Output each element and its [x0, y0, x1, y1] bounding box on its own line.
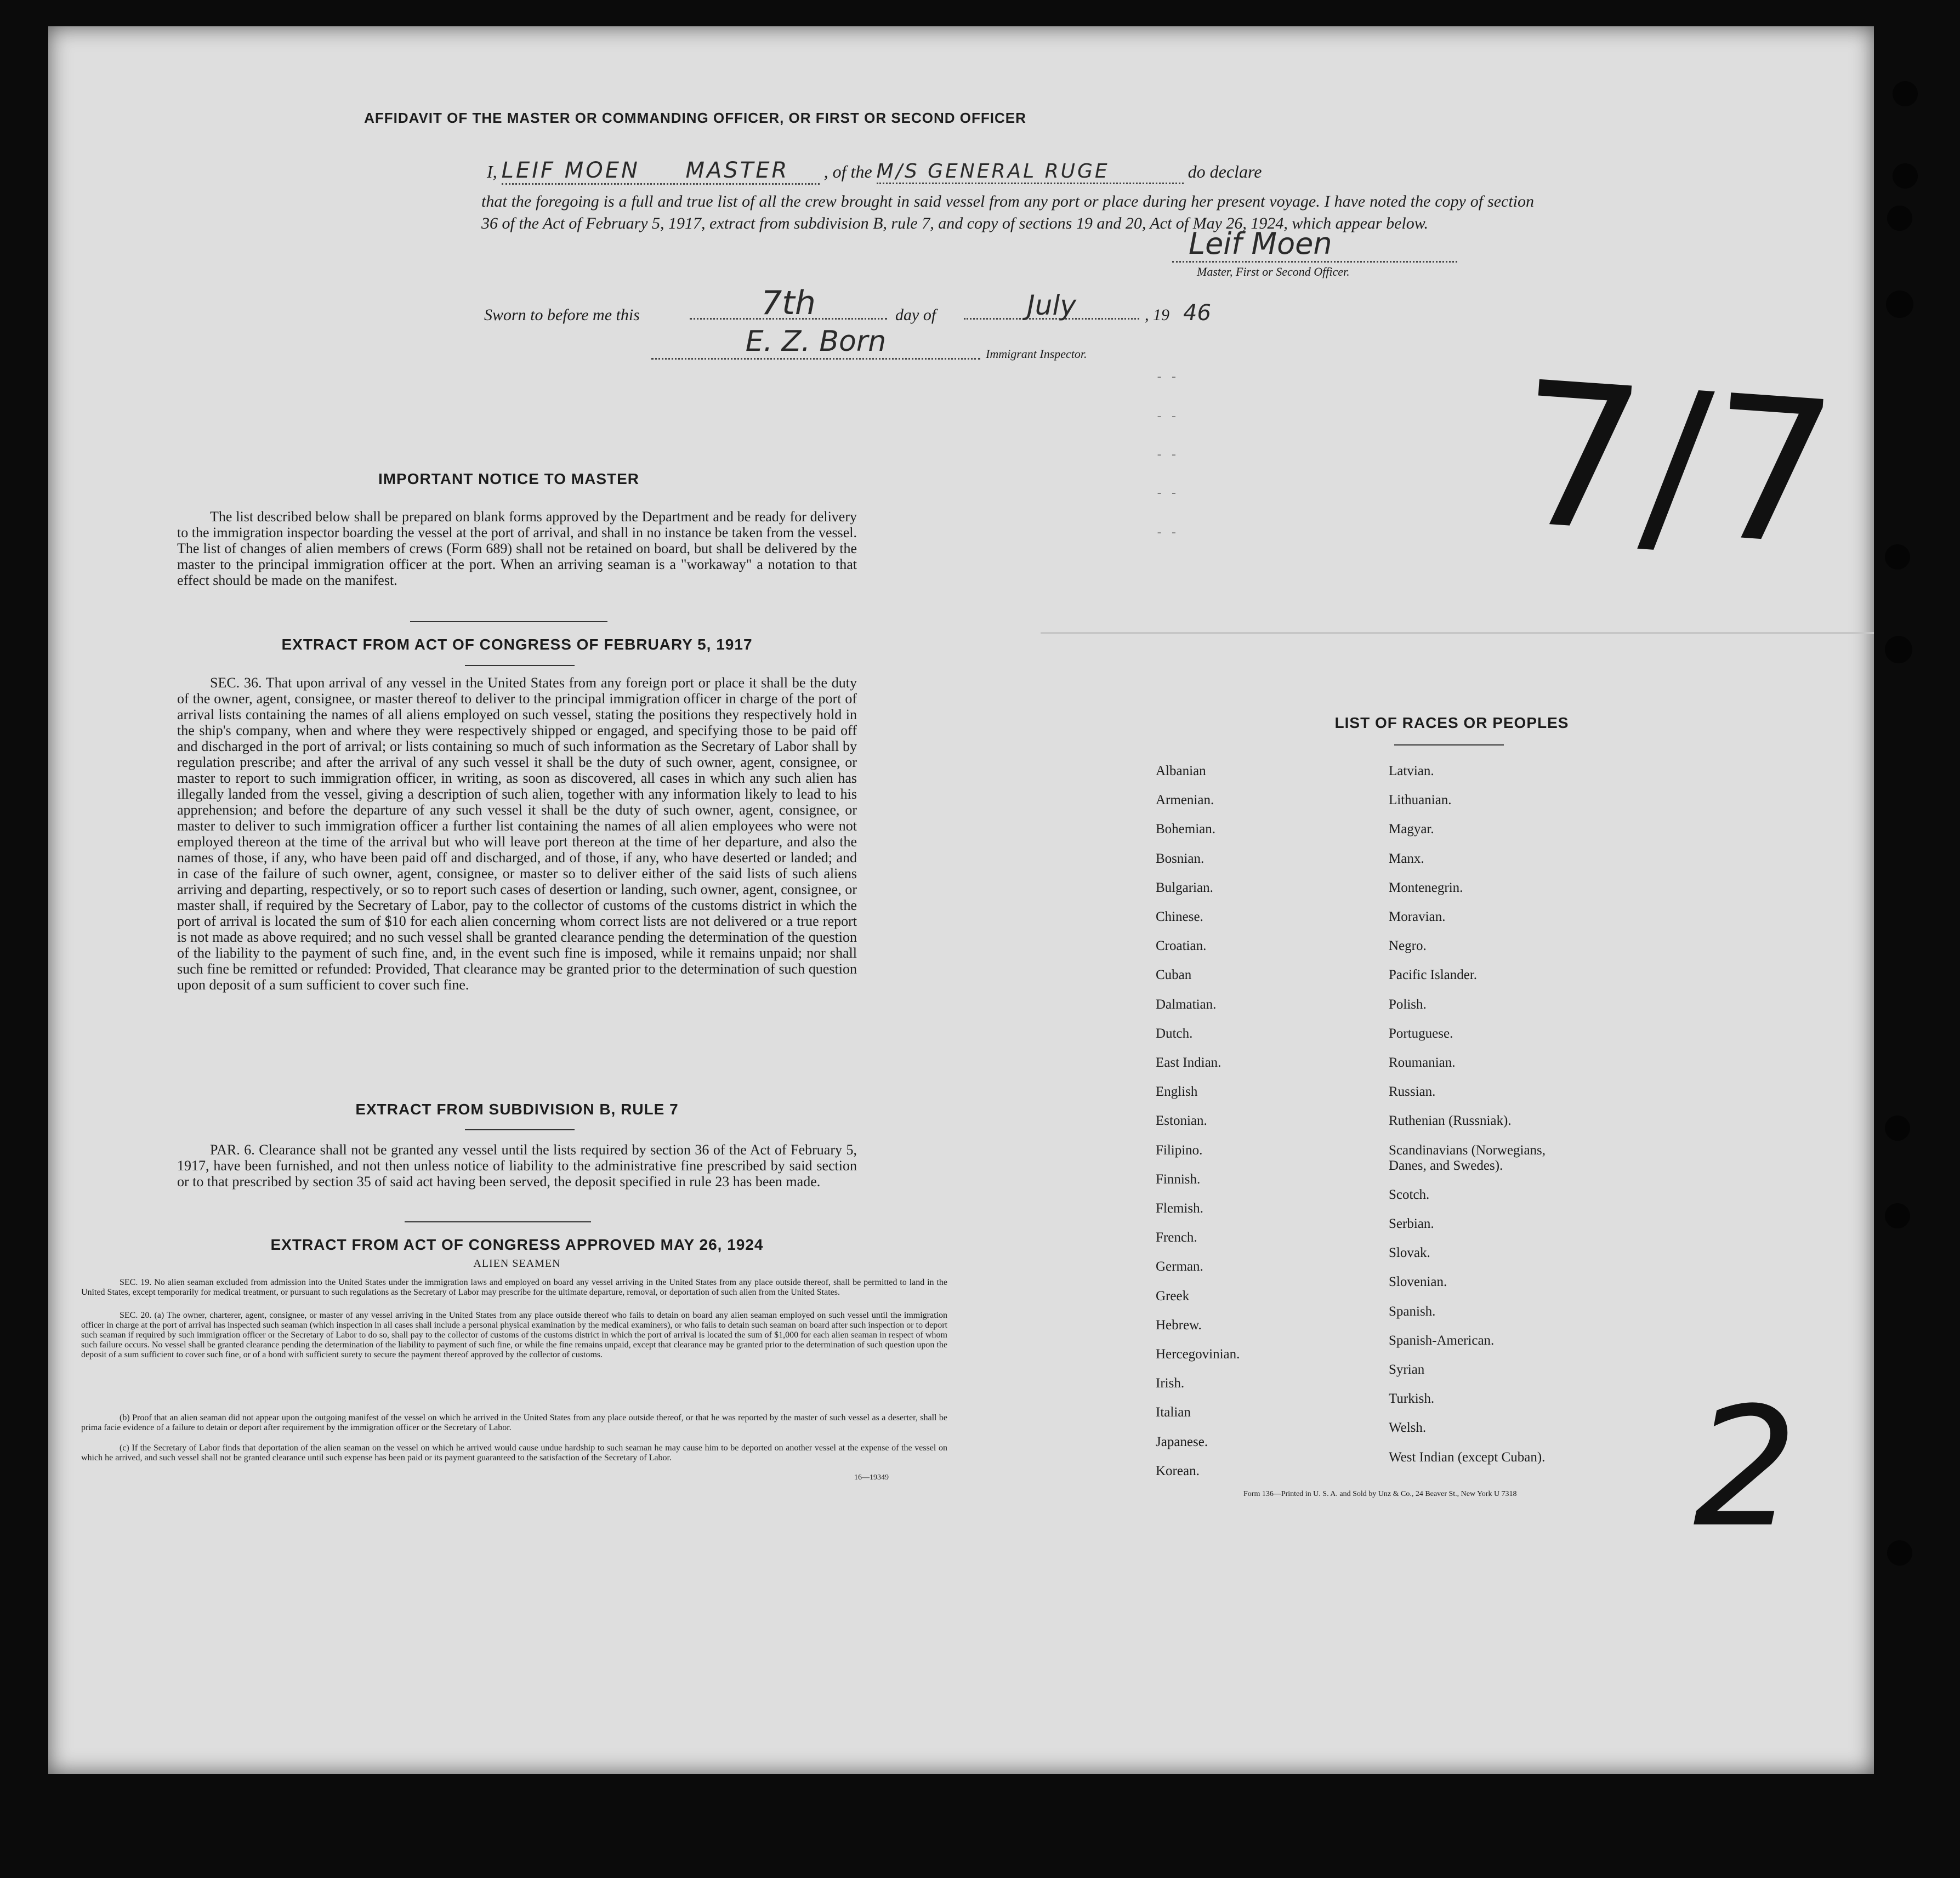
- extract-1924-title: EXTRACT FROM ACT OF CONGRESS APPROVED MAY 26, 1924: [270, 1236, 764, 1253]
- race-item: East Indian.: [1156, 1055, 1222, 1070]
- race-item: Slovak.: [1389, 1245, 1430, 1261]
- race-item: Flemish.: [1156, 1201, 1203, 1216]
- punch-hole: [1887, 206, 1912, 231]
- race-item: Moravian.: [1389, 909, 1446, 924]
- affidavit-prefix: I,: [487, 162, 497, 181]
- race-item: Hebrew.: [1156, 1317, 1202, 1333]
- sworn-year: 46: [1183, 300, 1211, 326]
- race-item: Cuban: [1156, 968, 1192, 983]
- sworn-day: 7th: [690, 284, 887, 320]
- notice-title: IMPORTANT NOTICE TO MASTER: [378, 470, 640, 487]
- race-item: Japanese.: [1156, 1434, 1208, 1449]
- race-item: Russian.: [1389, 1084, 1436, 1100]
- sworn-month: July: [964, 289, 1139, 320]
- sec20c-text: (c) If the Secretary of Labor finds that deportation of the alien seaman on the vessel on which he arrived would cause undue hardship to such seaman he may cause him to be deported on another vessel at the expense of the vessel on which he arrived, and such vessel shall not be granted clearance until such expense has been paid or its payment guaranteed to the satisfaction of the Secretary of Labor.: [81, 1443, 947, 1462]
- race-item: Portuguese.: [1389, 1026, 1453, 1041]
- punch-hole: [1887, 1540, 1912, 1566]
- punch-hole: [1886, 291, 1913, 318]
- race-item: Spanish.: [1389, 1304, 1436, 1319]
- divider: [405, 1221, 591, 1222]
- race-item: Magyar.: [1389, 822, 1434, 837]
- divider: [465, 1129, 575, 1130]
- race-item: Armenian.: [1156, 793, 1214, 808]
- race-item: Korean.: [1156, 1463, 1200, 1478]
- race-item: Chinese.: [1156, 909, 1203, 924]
- faint-dash: - -: [1156, 526, 1178, 540]
- signature-label: Master, First or Second Officer.: [1197, 265, 1350, 278]
- divider: [410, 621, 607, 622]
- race-item: Turkish.: [1389, 1391, 1435, 1407]
- race-item: Italian: [1156, 1405, 1191, 1420]
- race-item: Hercegovinian.: [1156, 1347, 1240, 1362]
- race-item: Montenegrin.: [1389, 880, 1463, 895]
- race-item: Bosnian.: [1156, 851, 1205, 866]
- inspector-label: Immigrant Inspector.: [986, 347, 1087, 361]
- divider: [465, 665, 575, 666]
- sec20b-text: (b) Proof that an alien seaman did not appear upon the outgoing manifest of the vessel on which he arrived in the United States from any place outside thereof, or that he was reported by the master of such vessel as a deserter, shall be prima facie evidence of a failure to detain or deport after requirement by the immigration officer or the Secretary of Labor.: [81, 1413, 947, 1432]
- race-item: Finnish.: [1156, 1171, 1201, 1187]
- race-item: Dalmatian.: [1156, 997, 1217, 1012]
- race-item: Manx.: [1389, 851, 1424, 866]
- race-item: German.: [1156, 1259, 1203, 1274]
- race-item: Bohemian.: [1156, 822, 1216, 837]
- punch-hole: [1893, 163, 1918, 189]
- race-item: Lithuanian.: [1389, 793, 1452, 808]
- race-item: Estonian.: [1156, 1113, 1207, 1129]
- race-item: Dutch.: [1156, 1026, 1193, 1041]
- inspector-signature: E. Z. Born: [651, 325, 980, 360]
- handwritten-date-mark: 7/7: [1510, 339, 1843, 590]
- race-item: Bulgarian.: [1156, 880, 1213, 895]
- affidavit-body: that the foregoing is a full and true list of all the crew brought in said vessel from any port or place during her present voyage. I have noted the copy of section 36 of the Act of February 5, 1917, extract from subdivision B, rule 7, and copy of sections 19 and 20, Act of May 26, 1924, which appear below.: [481, 192, 1534, 232]
- punch-hole: [1885, 636, 1912, 663]
- footer-form-text: Form 136—Printed in U. S. A. and Sold by Unz & Co., 24 Beaver St., New York U 7318: [1243, 1490, 1517, 1498]
- declare-label: do declare: [1188, 162, 1262, 181]
- vessel-name: M/S GENERAL RUGE: [877, 160, 1184, 184]
- signature-line: [1172, 261, 1457, 263]
- punch-hole: [1885, 1116, 1910, 1141]
- sec19-text: SEC. 19. No alien seaman excluded from admission into the United States under the immigration laws and employed on board any vessel arriving in the United States from any place outside thereof, shall be permitted to land in the United States, except temporarily for medical treatment, or pursuant to such regulations as the Secretary of Labor may prescribe for the ultimate departure, removal, or deportation of such alien from the United States.: [81, 1278, 947, 1297]
- race-item: Pacific Islander.: [1389, 968, 1478, 983]
- master-name-text: LEIF MOEN: [501, 158, 640, 183]
- race-item: Serbian.: [1389, 1216, 1434, 1231]
- punch-hole: [1885, 1203, 1910, 1228]
- punch-hole: [1893, 81, 1918, 106]
- race-item: Roumanian.: [1389, 1055, 1456, 1070]
- race-item: French.: [1156, 1230, 1197, 1245]
- race-item: Syrian: [1389, 1362, 1425, 1377]
- race-item: Scandinavians (Norwegians,: [1389, 1142, 1546, 1158]
- master-signature: Leif Moen: [1189, 226, 1332, 261]
- subdivision-text: PAR. 6. Clearance shall not be granted any vessel until the lists required by section 36 of the Act of February 5, 1917, have been furnished, and not then unless notice of liability to the administrative fine prescribed by said section or to that prescribed by section 35 of said act having been served, the deposit specified in rule 23 has been made.: [177, 1142, 857, 1190]
- race-item: Latvian.: [1389, 764, 1434, 778]
- races-title: LIST OF RACES OR PEOPLES: [1334, 714, 1569, 731]
- race-item: Welsh.: [1389, 1420, 1427, 1436]
- extract-1917-title: EXTRACT FROM ACT OF CONGRESS OF FEBRUARY 5, 1917: [281, 636, 753, 653]
- race-item: Scotch.: [1389, 1187, 1430, 1202]
- race-item: Spanish-American.: [1389, 1333, 1495, 1348]
- faint-dash: - -: [1156, 410, 1178, 424]
- fold-line: [1041, 632, 1874, 634]
- race-item: Ruthenian (Russniak).: [1389, 1113, 1512, 1129]
- sworn-label: Sworn to before me this: [484, 306, 640, 324]
- affidavit-title: AFFIDAVIT OF THE MASTER OR COMMANDING OFFICER, OR FIRST OR SECOND OFFICER: [364, 110, 1026, 126]
- subdivision-title: EXTRACT FROM SUBDIVISION B, RULE 7: [355, 1101, 679, 1118]
- of-the-label: , of the: [823, 162, 872, 181]
- faint-dash: - -: [1156, 487, 1178, 500]
- race-item: Greek: [1156, 1288, 1190, 1304]
- master-name: [502, 158, 820, 185]
- punch-hole: [1885, 544, 1910, 570]
- race-item: Danes, and Swedes).: [1389, 1158, 1503, 1173]
- form-number-left: 16—19349: [854, 1473, 889, 1482]
- faint-dash: - -: [1156, 448, 1178, 462]
- year-prefix: , 19: [1145, 306, 1169, 324]
- document-sheet: [48, 26, 1874, 1774]
- affidavit-declaration-line: [487, 158, 1262, 185]
- race-item: Albanian: [1156, 764, 1206, 778]
- handwritten-page-number: 2: [1693, 1372, 1798, 1563]
- race-item: English: [1156, 1084, 1198, 1100]
- extract-1924-subtitle: ALIEN SEAMEN: [473, 1257, 561, 1270]
- race-item: Filipino.: [1156, 1142, 1203, 1158]
- race-item: Slovenian.: [1389, 1274, 1447, 1290]
- extract-1917-text: SEC. 36. That upon arrival of any vessel in the United States from any foreign port or place it shall be the duty of the owner, agent, consignee, or master thereof to deliver to the principal immigration officer in charge of the port of arrival lists containing the names of all aliens employed on such vessel, stating the positions they respectively hold in the ship's company, when and where they were respectively shipped or engaged, and specifying those to be paid off and discharged in the port of arrival; or lists containing so much of such information as the Secretary of Labor shall by regulation prescribe; and after the arrival of any such vessel it shall be the duty of such owner, agent, consignee, or master to report to such immigration officer, in writing, as soon as discovered, all cases in which any such alien has illegally landed from the vessel, giving a description of such alien, together with any information likely to lead to his apprehension; and before the departure of any such vessel it shall be the duty of such owner, agent, consignee, or master to deliver to such immigration officer a further list containing the names of all alien employees who were not employed thereon at the time of the arrival but who will leave port thereon at the time of her departure, and also the names of those, if any, who have been paid off and discharged, and of those, if any, who have deserted or landed; and in case of the failure of such owner, agent, consignee, or master so to deliver either of the said lists of such aliens arriving and departing, respectively, or so to report such cases of desertion or landing, such owner, agent, consignee, or master shall, if required by the Secretary of Labor, pay to the collector of customs of the customs district in which the port of arrival is located the sum of $10 for each alien concerning whom correct lists are not delivered or a true report is not made as above required; and no such vessel shall be granted clearance pending the determination of the question of the liability to the payment of such fine, and, in the event such fine is imposed, while it remains unpaid; nor shall such fine be remitted or refunded: Provided, That clearance may be granted prior to the determination of such question upon deposit of a sum sufficient to cover such fine.: [177, 675, 857, 993]
- race-item: Negro.: [1389, 938, 1427, 954]
- master-rank-text: MASTER: [685, 158, 789, 183]
- race-item: Irish.: [1156, 1376, 1185, 1391]
- day-of-label: day of: [895, 306, 936, 324]
- faint-dash: - -: [1156, 371, 1178, 384]
- sec20a-text: SEC. 20. (a) The owner, charterer, agent, consignee, or master of any vessel arriving in the United States from any place outside thereof who fails to detain on board any alien seaman employed on such vessel until the immigration officer in charge at the port of arrival has inspected such seaman (which inspection in all cases shall include a personal physical examination by the medical examiners), or who fails to detain such seaman on board after such inspection or to deport such seaman if required by such immigration officer or the Secretary of Labor to do so, shall pay to the collector of customs of the customs district in which the port of arrival is located the sum of $1,000 for each alien seaman in respect of whom such failure occurs. No vessel shall be granted clearance pending the determination of the liability to payment of such fine, or while the fine remains unpaid, except that clearance may be granted prior to the determination of such question upon the deposit of a sum sufficient to cover such fine, or of a bond with sufficient surety to secure the payment thereof approved by the collector of customs.: [81, 1311, 947, 1359]
- race-item: West Indian (except Cuban).: [1389, 1449, 1546, 1465]
- race-item: Polish.: [1389, 997, 1427, 1012]
- notice-text: The list described below shall be prepared on blank forms approved by the Department and be ready for delivery to the immigration inspector boarding the vessel at the port of arrival, and shall in no instance be taken from the vessel. The list of changes of alien members of crews (Form 689) shall not be retained on board, but shall be delivered by the master to the principal immigration officer at the port. When an arriving seaman is a "workaway" a notation to that effect should be made on the manifest.: [177, 509, 857, 588]
- race-item: Croatian.: [1156, 938, 1207, 954]
- divider: [1394, 744, 1504, 745]
